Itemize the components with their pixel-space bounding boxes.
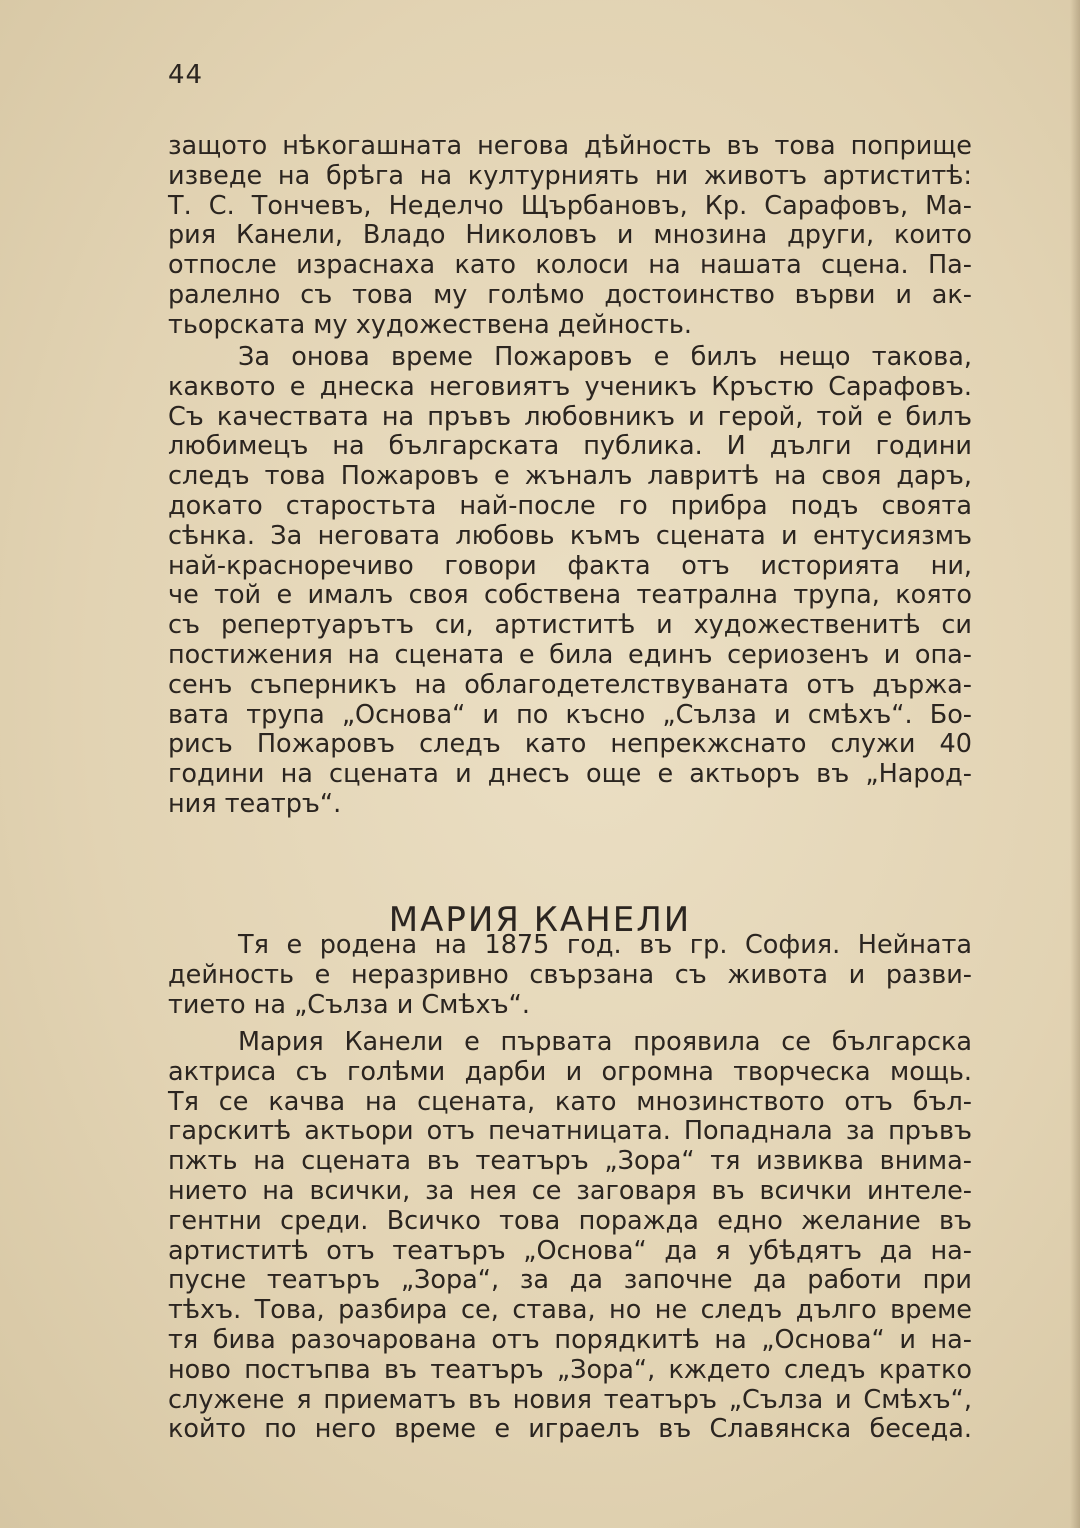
text-line: че той е ималъ своя собствена театрална трупа, която (168, 580, 972, 611)
paragraph-1 (168, 132, 972, 341)
text-line: рия Канели, Владо Николовъ и мнозина други, които (168, 220, 972, 251)
text-line: гарскитѣ актьори отъ печатницата. Попаднала за пръвъ (168, 1116, 972, 1147)
text-line: отпосле израснаха като колоси на нашата сцена. Па- (168, 250, 972, 281)
page-number: 44 (168, 60, 204, 90)
text-line: тѣхъ. Това, разбира се, става, но не следъ дълго време (168, 1295, 972, 1326)
text-line: защото нѣкогашната негова дѣйность въ това поприще (168, 131, 972, 161)
paragraph-2 (168, 343, 972, 820)
text-line: рисъ Пожаровъ следъ като непрекжснато служи 40 (168, 729, 972, 760)
text-line: Тя е родена на 1875 год. въ гр. София. Нейната (238, 930, 972, 960)
text-line: най-красноречиво говори факта отъ историята ни, (168, 550, 972, 581)
text-line: докато старостьта най-после го прибра подъ своята (168, 490, 972, 521)
text-line: ния театръ“. (168, 788, 342, 819)
section-title: МАРИЯ КАНЕЛИ (388, 900, 692, 941)
text-line: сенъ съперникъ на облагодетелствуваната отъ държа- (168, 669, 972, 700)
text-line: нието на всички, за нея се заговаря въ всички интеле- (168, 1175, 972, 1206)
text-line: постижения на сцената е била единъ сериозенъ и опа- (168, 639, 972, 670)
text-line: Мария Канели е първата проявила се българска (238, 1027, 972, 1057)
text-line: каквото е днеска неговиятъ ученикъ Кръстю Сарафовъ. (168, 371, 972, 402)
page-edge-shadow (1070, 0, 1080, 1528)
text-line: години на сцената и днесъ още е актьоръ въ „Народ- (168, 759, 972, 790)
text-line: пжть на сцената въ театъръ „Зора“ тя извиква внима- (168, 1146, 972, 1177)
text-line: сѣнка. За неговата любовь къмъ сцената и ентусиязмъ (168, 520, 972, 551)
text-line: съ репертуарътъ си, артиститѣ и художественитѣ си (168, 610, 972, 641)
text-line: гентни среди. Всичко това поражда едно желание въ (168, 1205, 972, 1236)
text-line: Съ качествата на пръвъ любовникъ и герой, той е билъ (168, 401, 972, 432)
text-line: ново постъпва въ театъръ „Зора“, кждето следъ кратко (168, 1354, 972, 1385)
text-line: любимецъ на българската публика. И дълги години (168, 431, 972, 462)
text-line: За онова време Пожаровъ е билъ нещо такова, (238, 342, 972, 372)
text-line: който по него време е играелъ въ Славянска беседа. (168, 1414, 972, 1445)
text-line: актриса съ голѣми дарби и огромна творческа мощь. (168, 1056, 972, 1087)
text-line: тьорската му художествена дейность. (168, 309, 692, 340)
text-line: ралелно съ това му голѣмо достоинство върви и ак- (168, 279, 972, 310)
text-line: Тя се качва на сцената, като мнозинството отъ бъл- (168, 1086, 972, 1117)
paragraph-4 (168, 1028, 972, 1445)
text-line: артиститѣ отъ театъръ „Основа“ да я убѣдятъ да на- (168, 1235, 972, 1266)
text-line: тието на „Сълза и Смѣхъ“. (168, 989, 530, 1020)
text-line: вата трупа „Основа“ и по късно „Сълза и смѣхъ“. Бо- (168, 699, 972, 730)
paragraph-3 (168, 931, 972, 1020)
text-line: пусне театъръ „Зора“, за да започне да работи при (168, 1265, 972, 1296)
text-line: следъ това Пожаровъ е жъналъ лавритѣ на своя даръ, (168, 461, 972, 492)
text-line: Т. С. Тончевъ, Неделчо Щърбановъ, Кр. Сарафовъ, Ма- (168, 190, 972, 221)
text-line: тя бива разочарована отъ порядкитѣ на „Основа“ и на- (168, 1324, 972, 1355)
text-line: изведе на брѣга на културниять ни животъ артиститѣ: (168, 160, 972, 191)
text-line: служене я приематъ въ новия театъръ „Сълза и Смѣхъ“, (168, 1384, 972, 1415)
text-line: дейность е неразривно свързана съ живота и разви- (168, 959, 972, 990)
